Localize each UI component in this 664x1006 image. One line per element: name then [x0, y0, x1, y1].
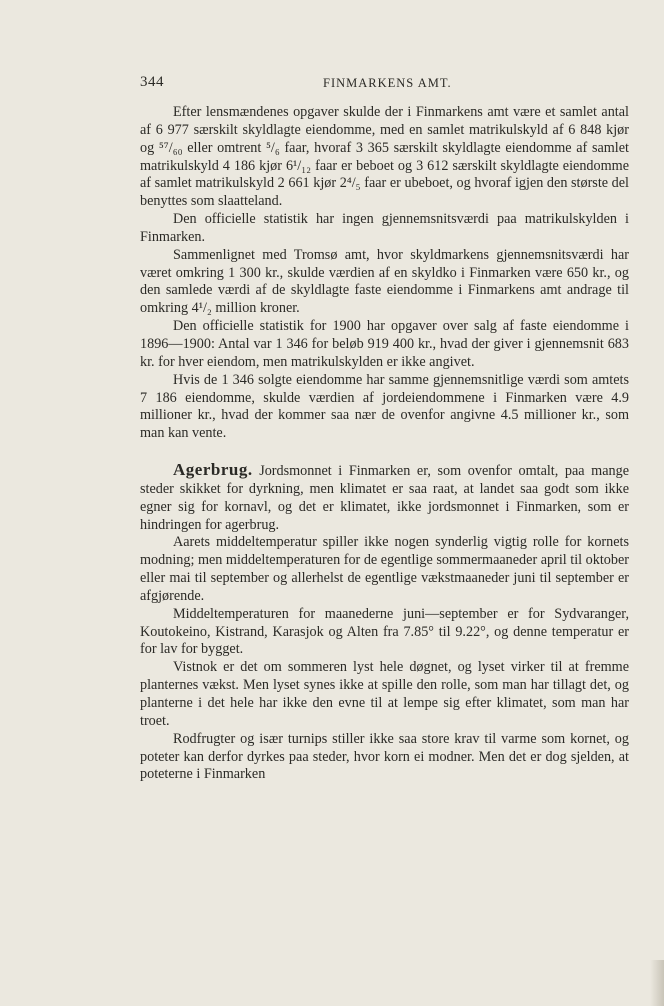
- page-header: [140, 74, 630, 94]
- paragraph: Hvis de 1 346 solgte eiendomme har samme gjennemsnitlige værdi som amtets 7 186 eiendomme, skulde værdien af jordeiendommene i Finmarken være 4.9 millioner kr., hvad der kommer saa nær de ovenfor angivne 4.5 millioner kr., som man kan vente.: [140, 371, 629, 442]
- paragraph: Rodfrugter og især turnips stiller ikke saa store krav til varme som kornet, og poteter kan derfor dyrkes paa steder, hvor korn ei modner. Men det er dog sjelden, at poteterne i Finmarken: [140, 730, 629, 783]
- running-title: FINMARKENS AMT.: [323, 76, 452, 90]
- section-gap: [140, 443, 629, 461]
- section-first-paragraph-text: Jordsmonnet i Finmarken er, som ovenfor omtalt, paa mange steder skikket for dyrkning, men klimatet er saa raat, at landet saa godt som ikke egner sig for kornavl, og det er klimatet, ikke jordsmonnet i Finmarken, som er hindringen for agerbrug.: [140, 463, 630, 533]
- paragraph: Middeltemperaturen for maanederne juni—september er for Sydvaranger, Koutokeino, Kistrand, Karasjok og Alten fra 7.85° til 9.22°, og denne temperatur er for lav for bygget.: [140, 605, 629, 658]
- page-number: 344: [140, 74, 164, 90]
- paragraph: Sammenlignet med Tromsø amt, hvor skyldmarkens gjennemsnitsværdi har været omkring 1 300 kr., skulde værdien af en skyldko i Finmarken være 650 kr., og den samlede værdi af de skyldlagte faste eiendomme i Finmarkens amt andrage til omkring 4¹/₂ million kroner.: [140, 246, 629, 317]
- paragraph: Efter lensmændenes opgaver skulde der i Finmarkens amt være et samlet antal af 6 977 særskilt skyldlagte eiendomme, med en samlet matrikulskyld af 6 848 kjør og ⁵⁷/₆₀ eller omtrent ⁵/₆ faar, hvoraf 3 365 særskilt skyldlagte eiendomme af samlet matrikulskyld 4 186 kjør 6¹/₁₂ faar er beboet og 3 612 særskilt skyldlagte eiendomme af samlet matrikulskyld 2 661 kjør 2⁴/₅ faar er ubeboet, og hvoraf igjen den største del benyttes som slaatteland.: [140, 104, 629, 210]
- section-first-paragraph: [140, 461, 629, 534]
- body-text: [140, 104, 629, 784]
- paragraph: Den officielle statistik for 1900 har opgaver over salg af faste eiendomme i 1896—1900: Antal var 1 346 for beløb 919 400 kr., hvad der giver i gjennemsnit 683 kr. for hver eiendom, men matrikulskylden er ikke angivet.: [140, 318, 629, 370]
- page-edge: [650, 960, 664, 1006]
- section-heading: Agerbrug.: [173, 460, 253, 480]
- paragraph: Den officielle statistik har ingen gjennemsnitsværdi paa matrikulskylden i Finmarken.: [140, 211, 629, 245]
- paragraph: Vistnok er det om sommeren lyst hele døgnet, og lyset virker til at fremme planternes vækst. Men lyset synes ikke at spille den rolle, som man har tillagt det, og planterne i det hele har ikke den evne til at lempe sig efter klimatet, som man har troet.: [140, 659, 629, 729]
- paragraph: Aarets middeltemperatur spiller ikke nogen synderlig vigtig rolle for kornets modning; men middeltemperaturen for de egentlige sommermaaneder april til oktober eller mai til september og allerhelst de egentlige vækstmaaneder juni til september er afgjørende.: [140, 534, 629, 604]
